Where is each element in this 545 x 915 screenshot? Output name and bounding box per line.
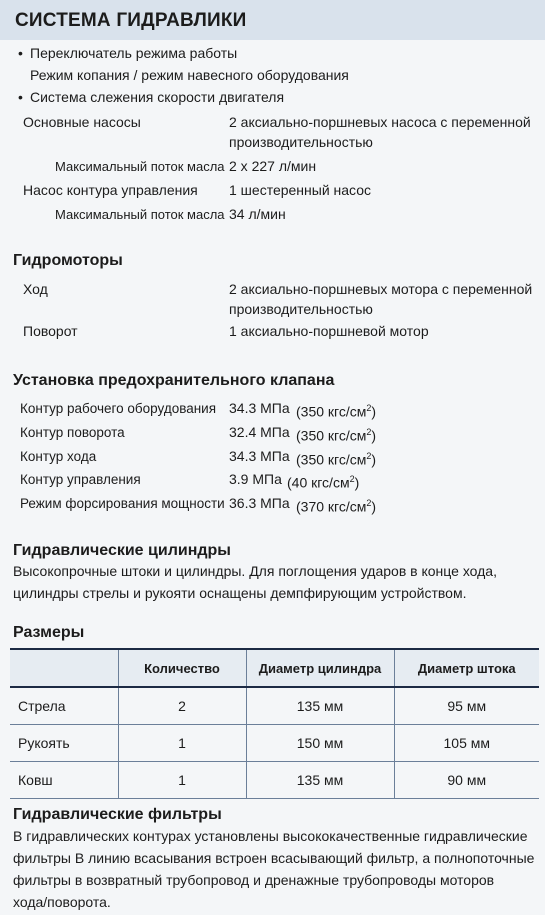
pilot-pump-value: 1 шестеренный насос (229, 182, 372, 198)
table-header-cell (10, 649, 118, 687)
bullet-work-mode: • Переключатель режима работы (30, 45, 237, 62)
table-cell: 150 мм (246, 725, 394, 762)
cylinders-line: цилиндры стрелы и рукояти оснащены демпфирующим устройством. (13, 585, 467, 601)
table-cell: 1 (118, 762, 246, 799)
filters-line: хода/поворота. (13, 894, 111, 910)
pilot-pump-label: Насос контура управления (23, 182, 198, 198)
relief-row-note: (350 кгс/$см^2$) (296, 451, 377, 468)
table-row (10, 762, 539, 799)
relief-row-value: 32.4 МПа (229, 424, 290, 440)
swing-motor-value: 1 аксиально-поршневой мотор (229, 323, 429, 339)
travel-motor-value-2: производительностью (229, 301, 373, 317)
relief-row-value: 36.3 МПа (229, 495, 290, 511)
table-cell: 105 мм (394, 725, 539, 762)
section-title-relief: Установка предохранительного клапана (13, 372, 335, 389)
table-header-row (10, 649, 539, 687)
bullet-work-mode-cont: Режим копания / режим навесного оборудования (30, 67, 349, 83)
page-title: СИСТЕМА ГИДРАВЛИКИ (15, 10, 247, 31)
relief-row-value: 34.3 МПа (229, 448, 290, 464)
filters-line: фильтры в возвратный трубопровод и дренажные трубопроводы моторов (13, 872, 495, 888)
relief-row-label: Контур хода (20, 449, 97, 464)
relief-row-value: 34.3 МПа (229, 400, 290, 416)
table-row (10, 725, 539, 762)
relief-row-note: (370 кгс/$см^2$) (296, 498, 377, 515)
table-cell: 95 мм (394, 687, 539, 725)
table-header-cell: Количество (118, 649, 246, 687)
pilot-flow-label: Максимальный поток масла (55, 207, 225, 222)
table-header-cell: Диаметр цилиндра (246, 649, 394, 687)
dimensions-table (10, 648, 539, 799)
table-cell: 1 (118, 725, 246, 762)
main-flow-value: 2 х 227 л/мин (229, 158, 317, 174)
table-cell: 90 мм (394, 762, 539, 799)
table-header-cell: Диаметр штока (394, 649, 539, 687)
section-title-motors: Гидромоторы (13, 252, 123, 269)
cylinders-paragraph (13, 560, 538, 604)
header-band (0, 0, 545, 40)
relief-row-value: 3.9 МПа (229, 471, 282, 487)
relief-row-note: (350 кгс/$см^2$) (296, 427, 377, 444)
filters-line: фильтры В линию всасывания встроен всасывающий фильтр, а полнопоточные (13, 850, 535, 866)
relief-row-label: Контур рабочего оборудования (20, 401, 217, 416)
relief-row-label: Контур поворота (20, 425, 125, 440)
filters-paragraph (13, 825, 538, 913)
section-title-filters: Гидравлические фильтры (13, 806, 222, 823)
relief-row-note: (40 кгс/$см^2$) (287, 474, 360, 491)
pilot-flow-value: 34 л/мин (229, 206, 286, 222)
main-pumps-value-2: производительностью (229, 134, 373, 150)
cylinders-line: Высокопрочные штоки и цилиндры. Для поглощения ударов в конце хода, (13, 563, 497, 579)
table-cell: Ковш (10, 762, 118, 799)
relief-row-label: Контур управления (20, 472, 141, 487)
table-cell: 135 мм (246, 762, 394, 799)
table-cell: Стрела (10, 687, 118, 725)
relief-row-note: (350 кгс/$см^2$) (296, 403, 377, 420)
section-title-dimensions: Размеры (13, 624, 85, 641)
main-pumps-value-1: 2 аксиально-поршневых насоса с переменной (229, 114, 531, 130)
table-cell: Рукоять (10, 725, 118, 762)
section-title-cylinders: Гидравлические цилиндры (13, 542, 231, 559)
swing-motor-label: Поворот (23, 323, 78, 339)
table-cell: 135 мм (246, 687, 394, 725)
bullet-speed-tracking: • Система слежения скорости двигателя (30, 89, 284, 106)
table-row (10, 687, 539, 725)
main-flow-label: Максимальный поток масла (55, 159, 225, 174)
filters-line: В гидравлических контурах установлены высококачественные гидравлические (13, 828, 528, 844)
travel-motor-label: Ход (23, 281, 48, 297)
travel-motor-value-1: 2 аксиально-поршневых мотора с переменной (229, 281, 533, 297)
main-pumps-label: Основные насосы (23, 114, 141, 130)
relief-row-label: Режим форсирования мощности (20, 496, 225, 511)
table-cell: 2 (118, 687, 246, 725)
